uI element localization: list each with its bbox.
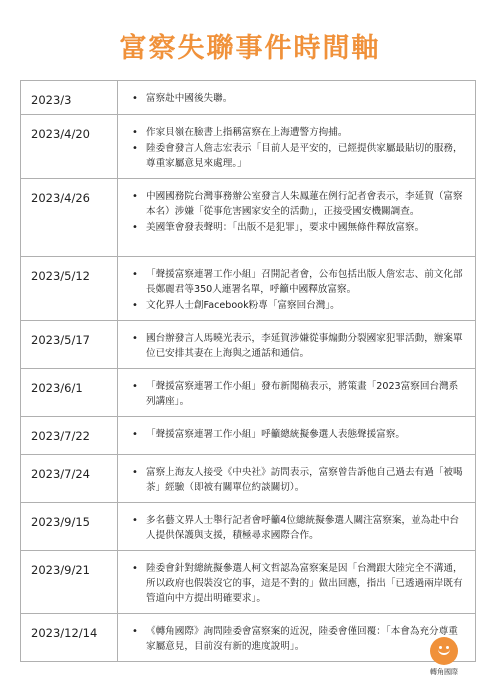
- timeline-date-cell: [21, 417, 118, 455]
- timeline-date: 2023/7/24: [31, 467, 90, 481]
- timeline-date: 2023/12/14: [31, 626, 98, 640]
- timeline-date-cell: [21, 369, 118, 417]
- event-item: • 富察赴中國後失聯。: [132, 91, 467, 106]
- timeline-table: [20, 80, 476, 662]
- event-list: [132, 189, 467, 235]
- event-list: [132, 624, 467, 654]
- timeline-date: 2023/9/21: [31, 563, 90, 577]
- timeline-row: [21, 614, 476, 662]
- timeline-date-cell: [21, 179, 118, 257]
- timeline-content-cell: [118, 115, 476, 179]
- event-item: • 美國筆會發表聲明：「出版不是犯罪」，要求中國無條件釋放富察。: [132, 220, 467, 235]
- timeline-date: 2023/9/15: [31, 515, 90, 529]
- event-item: • 《轉角國際》詢問陸委會富察案的近況，陸委會僅回覆：「本會為充分尊重家屬意見，目前沒有新的進度說明」。: [132, 624, 467, 654]
- timeline-date-cell: [21, 257, 118, 321]
- timeline-row: [21, 503, 476, 551]
- timeline-date-cell: [21, 321, 118, 369]
- timeline-date: 2023/5/12: [31, 269, 90, 283]
- timeline-date: 2023/4/20: [31, 127, 90, 141]
- event-item: • 多名藝文界人士舉行記者會呼籲4位總統擬參選人關注富察案，並為赴中台人提供保護與支援，積極尋求國際合作。: [132, 513, 467, 543]
- event-item: • 中國國務院台灣事務辦公室發言人朱鳳蓮在例行記者會表示，李延賀（富察本名）涉嫌「從事危害國家安全的活動」，正接受國安機關調查。: [132, 189, 467, 219]
- timeline-content-cell: [118, 417, 476, 455]
- timeline-date: 2023/7/22: [31, 429, 90, 443]
- event-list: [132, 91, 467, 106]
- timeline-date: 2023/6/1: [31, 381, 83, 395]
- timeline-date-cell: [21, 455, 118, 503]
- timeline-content-cell: [118, 551, 476, 614]
- timeline-content-cell: [118, 257, 476, 321]
- event-item: • 富察上海友人接受《中央社》訪問表示，富察曾告訴他自己過去有過「被喝茶」經驗（即被有關單位約談關切）。: [132, 465, 467, 495]
- timeline-date-cell: [21, 551, 118, 614]
- timeline-content-cell: [118, 369, 476, 417]
- event-list: [132, 465, 467, 495]
- timeline-content-cell: [118, 81, 476, 115]
- timeline-row: [21, 455, 476, 503]
- timeline-date-cell: [21, 614, 118, 662]
- timeline-row: [21, 81, 476, 115]
- timeline-content-cell: [118, 503, 476, 551]
- timeline-row: [21, 257, 476, 321]
- timeline-row: [21, 417, 476, 455]
- timeline-date-cell: [21, 115, 118, 179]
- timeline-date: 2023/4/26: [31, 191, 90, 205]
- timeline-date-cell: [21, 503, 118, 551]
- timeline-content-cell: [118, 321, 476, 369]
- event-list: [132, 125, 467, 171]
- logo: [421, 637, 467, 677]
- event-item: • 「聲援富察連署工作小組」呼籲總統擬參選人表態聲援富察。: [132, 427, 467, 442]
- event-list: [132, 331, 467, 361]
- event-item: • 陸委會發言人詹志宏表示「目前人是平安的，已經提供家屬最貼切的服務，尊重家屬意見來處理。」: [132, 141, 467, 171]
- timeline-row: [21, 551, 476, 614]
- page-title: 富察失聯事件時間軸: [119, 33, 381, 64]
- timeline-date: 2023/3: [31, 93, 72, 107]
- event-item: • 作家貝嶺在臉書上指稱富察在上海遭警方拘捕。: [132, 125, 467, 140]
- event-list: [132, 427, 467, 442]
- smiley-face-icon: [430, 637, 458, 665]
- timeline-row: [21, 115, 476, 179]
- timeline-row: [21, 179, 476, 257]
- timeline-row: [21, 369, 476, 417]
- timeline-date: 2023/5/17: [31, 333, 90, 347]
- timeline-date-cell: [21, 81, 118, 115]
- event-list: [132, 513, 467, 543]
- event-item: • 「聲援富察連署工作小組」發布新聞稿表示，將策畫「2023富察回台灣系列講座」。: [132, 379, 467, 409]
- logo-text: 轉角國際: [430, 668, 458, 676]
- event-list: [132, 267, 467, 313]
- event-item: • 國台辦發言人馬曉光表示，李延賀涉嫌從事煽動分裂國家犯罪活動，辦案單位已安排其妻在上海與之通話和通信。: [132, 331, 467, 361]
- event-item: • 文化界人士創Facebook粉專「富察回台灣」。: [132, 298, 467, 313]
- timeline-row: [21, 321, 476, 369]
- event-item: • 陸委會針對總統擬參選人柯文哲認為富察案是因「台灣跟大陸完全不溝通，所以政府也假裝沒它的事，這是不對的」做出回應，指出「已透過兩岸既有管道向中方提出明確要求」。: [132, 561, 467, 606]
- event-item: • 「聲援富察連署工作小組」召開記者會，公布包括出版人詹宏志、前文化部長鄭麗君等350人連署名單，呼籲中國釋放富察。: [132, 267, 467, 297]
- event-list: [132, 379, 467, 409]
- timeline-content-cell: [118, 179, 476, 257]
- timeline-content-cell: [118, 455, 476, 503]
- event-list: [132, 561, 467, 606]
